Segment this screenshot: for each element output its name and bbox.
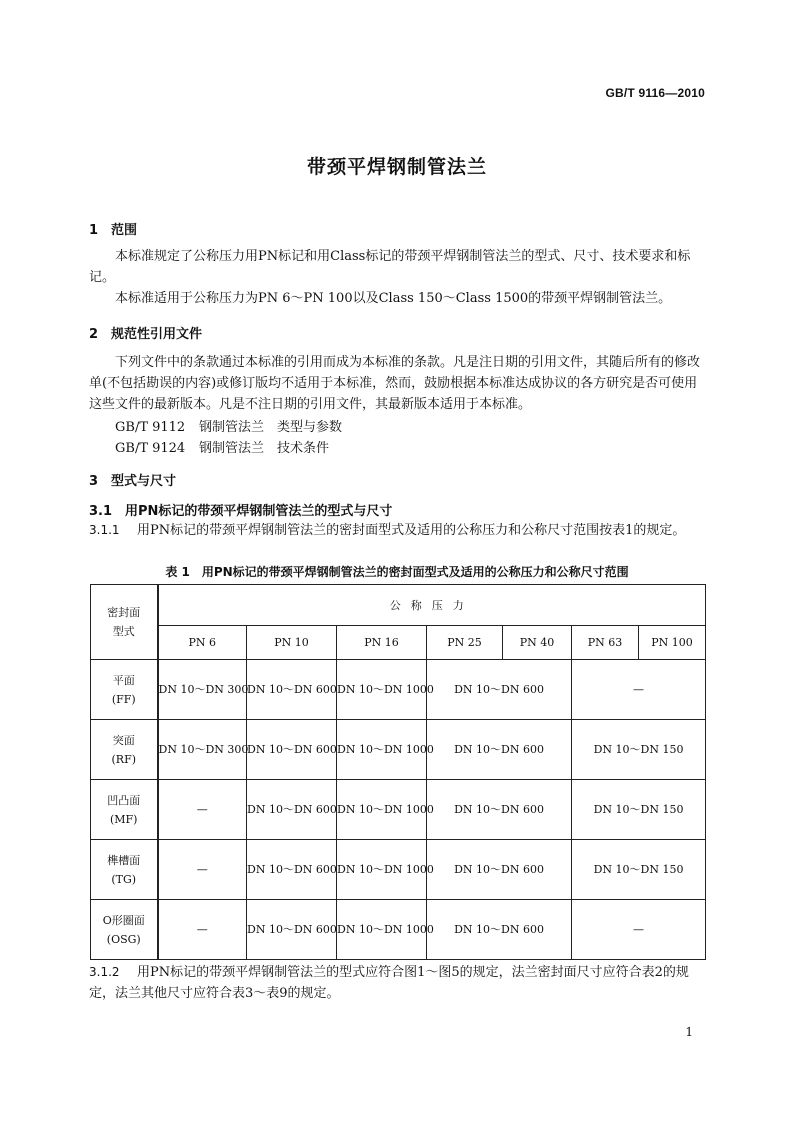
table-cell: DN 10～DN 600: [247, 900, 337, 960]
table-row: [91, 840, 706, 900]
section-1-heading: [89, 219, 137, 238]
row-header-cell: [91, 585, 158, 660]
table-cell: —: [572, 900, 706, 960]
section-number: 1: [89, 223, 99, 238]
table-cell: DN 10～DN 1000: [337, 900, 427, 960]
section-1-paragraph-1: 本标准规定了公称压力用PN标记和用Class标记的带颈平焊钢制管法兰的型式、尺寸、技术要求和标记。: [89, 249, 691, 285]
table-cell: DN 10～DN 600: [247, 720, 337, 780]
table-cell: DN 10～DN 300: [158, 660, 247, 720]
table-cell: DN 10～DN 1000: [337, 840, 427, 900]
table-cell: DN 10～DN 150: [572, 840, 706, 900]
facing-type-cell: 突面 (RF): [91, 720, 158, 780]
pressure-header-cell: PN 6: [158, 626, 247, 660]
section-2-paragraph: 下列文件中的条款通过本标准的引用而成为本标准的条款。凡是注日期的引用文件，其随后所有的修改单(不包括勘误的内容)或修订版均不适用于本标准，然而，鼓励根据本标准达成协议的各方研究是否可使用这些文件的最新版本。凡是不注日期的引用文件，其最新版本适用于本标准。: [89, 355, 701, 412]
subsection-title: 用PN标记的带颈平焊钢制管法兰的型式与尺寸: [125, 504, 393, 519]
table-caption-text: 用PN标记的带颈平焊钢制管法兰的密封面型式及适用的公称压力和公称尺寸范围: [201, 565, 629, 579]
reference-code: GB/T 9124: [115, 441, 186, 456]
facing-type-cell: 榫槽面 (TG): [91, 840, 158, 900]
facing-type-cell: 平面 (FF): [91, 660, 158, 720]
clause-number: 3.1.2: [89, 965, 120, 979]
table-cell: —: [158, 900, 247, 960]
section-number: 2: [89, 327, 99, 342]
table-row: [91, 660, 706, 720]
pressure-header-cell: PN 100: [639, 626, 706, 660]
subsection-3-1-heading: [89, 500, 392, 519]
page-number: 1: [685, 1025, 693, 1039]
table-cell: DN 10～DN 600: [427, 840, 572, 900]
facing-type-cell: O形圈面 (OSG): [91, 900, 158, 960]
pressure-header-cell: PN 25: [427, 626, 503, 660]
facing-type-cell: 凹凸面 (MF): [91, 780, 158, 840]
section-title: 规范性引用文件: [111, 327, 203, 342]
table-cell: DN 10～DN 1000: [337, 720, 427, 780]
section-title: 型式与尺寸: [111, 474, 177, 489]
section-title: 范围: [111, 223, 138, 238]
clause-3-1-1: [89, 520, 705, 541]
table-cell: DN 10～DN 600: [247, 840, 337, 900]
pressure-header-cell: PN 10: [247, 626, 337, 660]
table-cell: DN 10～DN 600: [427, 720, 572, 780]
table-cell: DN 10～DN 1000: [337, 780, 427, 840]
standard-code: GB/T 9116—2010: [605, 86, 705, 100]
table-cell: DN 10～DN 1000: [337, 660, 427, 720]
section-3-heading: [89, 470, 176, 489]
section-number: 3: [89, 474, 99, 489]
clause-number: 3.1.1: [89, 523, 120, 537]
table-cell: DN 10～DN 150: [572, 780, 706, 840]
clause-text: 用PN标记的带颈平焊钢制管法兰的密封面型式及适用的公称压力和公称尺寸范围按表1的规定。: [137, 523, 686, 538]
table-row: [91, 720, 706, 780]
table-cell: —: [158, 840, 247, 900]
table-number: 表 1: [165, 565, 190, 579]
subsection-number: 3.1: [89, 504, 113, 519]
reference-item: [115, 416, 342, 435]
pressure-header-cell: PN 40: [503, 626, 572, 660]
table-row: [91, 900, 706, 960]
clause-text: 用PN标记的带颈平焊钢制管法兰的型式应符合图1～图5的规定，法兰密封面尺寸应符合表2的规定，法兰其他尺寸应符合表3～表9的规定。: [89, 965, 689, 1001]
reference-item: [115, 437, 329, 456]
reference-title: 钢制管法兰 类型与参数: [199, 420, 343, 435]
table-cell: —: [158, 780, 247, 840]
table-cell: DN 10～DN 150: [572, 720, 706, 780]
table-1-caption: [0, 563, 794, 580]
reference-title: 钢制管法兰 技术条件: [199, 441, 330, 456]
row-header-line: 型式: [112, 625, 135, 638]
table-header-row: [91, 585, 706, 626]
table-cell: DN 10～DN 600: [247, 780, 337, 840]
pressure-header-cell: PN 63: [572, 626, 639, 660]
table-row: [91, 780, 706, 840]
row-header-line: 密封面: [107, 606, 141, 619]
table-1: [90, 584, 706, 960]
table-cell: DN 10～DN 300: [158, 720, 247, 780]
pressure-header-row: [91, 626, 706, 660]
document-title: 带颈平焊钢制管法兰: [306, 156, 487, 178]
pressure-header-cell: PN 16: [337, 626, 427, 660]
table-cell: DN 10～DN 600: [427, 660, 572, 720]
table-cell: DN 10～DN 600: [247, 660, 337, 720]
group-header-cell: 公称压力: [158, 585, 706, 626]
table-cell: —: [572, 660, 706, 720]
table-cell: DN 10～DN 600: [427, 780, 572, 840]
reference-code: GB/T 9112: [115, 420, 186, 435]
clause-3-1-2: [89, 962, 705, 1004]
table-cell: DN 10～DN 600: [427, 900, 572, 960]
section-2-heading: [89, 323, 202, 342]
section-1-paragraph-2: 本标准适用于公称压力为PN 6～PN 100以及Class 150～Class 1500的带颈平焊钢制管法兰。: [115, 291, 672, 306]
